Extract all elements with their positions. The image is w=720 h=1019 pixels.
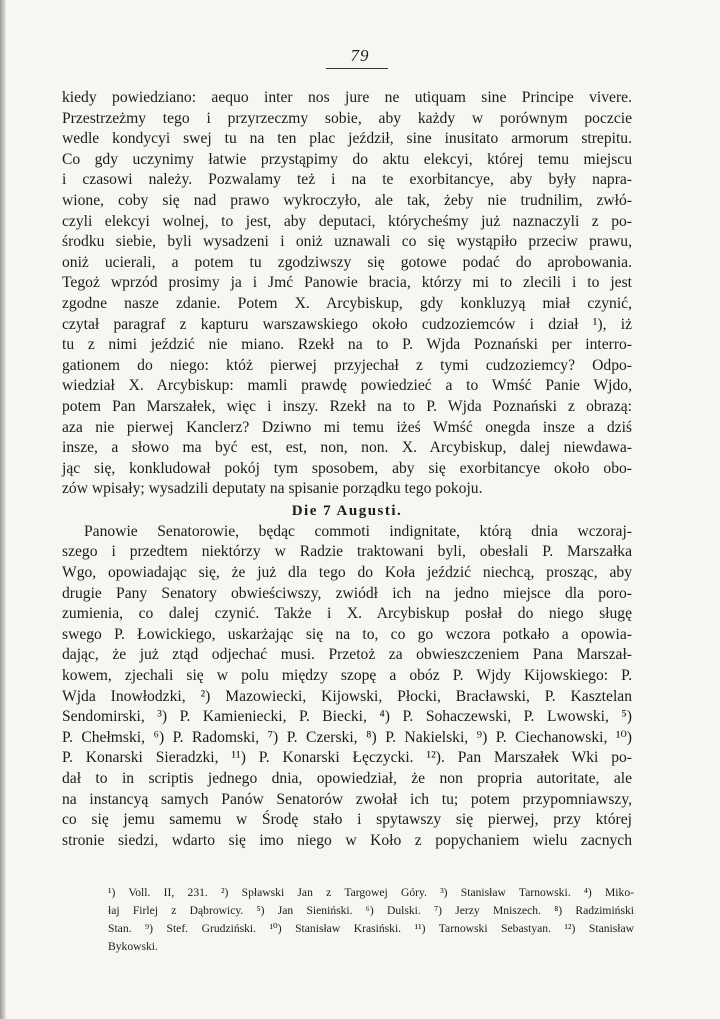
text-line: na instancyą samych Panów Senatorów zwołał ich tu; potem przypomniawszy, bbox=[62, 790, 632, 808]
text-line: szego i przedtem niektórzy w Radzie traktowani byli, obesłali P. Marszałka bbox=[62, 543, 632, 561]
text-line: kiedy powiedziano: aequo inter nos jure ne utiquam sine Principe vivere. bbox=[62, 89, 632, 106]
text-line: Wjda Inowłodzki, ²) Mazowiecki, Kijowski, Płocki, Bracławski, P. Kasztelan bbox=[62, 687, 632, 705]
text-line: tu z nimi jeździć nie miano. Rzekł na to P. Wjda Poznański per interro- bbox=[62, 336, 632, 354]
text-line: aza nie pierwej Kanclerz? Dziwno mi temu iżeś Wmść onegda insze a dziś bbox=[62, 418, 632, 436]
text-line: czytał paragraf z kapturu warszawskiego około cudzoziemców i dział ¹), iż bbox=[62, 315, 632, 333]
text-line: dał to in scriptis jednego dnia, opowiedział, że non propria autoritate, ale bbox=[62, 770, 632, 787]
text-line: potem Pan Marszałek, więc i inszy. Rzekł na to P. Wjda Poznański z obrazą: bbox=[62, 397, 632, 415]
footnote-line: Bykowski. bbox=[108, 940, 158, 953]
page-left-edge bbox=[0, 0, 6, 1019]
text-line: dając, że już ztąd odjechać musi. Przetoż za obwieszczeniem Pana Marszał- bbox=[62, 646, 632, 664]
text-line: drugie Pany Senatory obwieściwszy, zwiódł ich na jedno miejsce dla poro- bbox=[62, 584, 632, 602]
text-line: czyli elekcyi wolnej, to jest, aby deputaci, którycheśmy już naznaczyli z po- bbox=[62, 212, 632, 230]
footnotes bbox=[108, 884, 634, 956]
page-number-rule bbox=[326, 68, 388, 69]
text-line: co się jemu samemu w Środę stało i spytawszy się pierwej, przy której bbox=[62, 811, 632, 829]
text-line: środku siebie, byli wysadzeni i oniż uznawali co się wystąpiło przeciw prawu, bbox=[62, 233, 632, 251]
text-line: swego P. Łowickiego, uskarżając się na to, co go wczora potkało a opowia- bbox=[62, 625, 632, 643]
text-line: wedle kondycyi swej tu na ten plac jeździł, sine inusitato armorum strepitu. bbox=[62, 130, 632, 148]
footnote-line: Stan. ⁹) Stef. Grudziński. ¹⁰) Stanisław Krasiński. ¹¹) Tarnowski Sebastyan. ¹²) Stanisław bbox=[108, 922, 634, 935]
text-line: wiedział X. Arcybiskup: mamli prawdę powiedzieć a to Wmść Panie Wjdo, bbox=[62, 377, 632, 395]
text-line: Sendomirski, ³) P. Kamieniecki, P. Biecki, ⁴) P. Sohaczewski, P. Lwowski, ⁵) bbox=[62, 708, 632, 726]
text-line: P. Chełmski, ⁶) P. Radomski, ⁷) P. Czerski, ⁸) P. Nakielski, ⁹) P. Ciechanowski, ¹⁰) bbox=[62, 728, 632, 746]
paragraph-2 bbox=[62, 522, 632, 852]
text-line: zgodne nasze zdanie. Potem X. Arcybiskup, gdy konkluzyą miał czynić, bbox=[62, 294, 632, 312]
text-line: gationem do niego: któż pierwej przyjechał z tymi cudzoziemcy? Odpo- bbox=[62, 356, 632, 374]
section-heading: Die 7 Augusti. bbox=[291, 502, 403, 519]
text-line: Tegoż wprzód prosimy ja i Jmć Panowie bracia, którzy mi to zlecili i to jest bbox=[62, 274, 632, 292]
text-line: i czasowi należy. Pozwalamy też i na te exorbitancye, aby były napra- bbox=[62, 171, 632, 189]
text-line: insze, a słowo ma być est, est, non, non. X. Arcybiskup, dalej niewdawa- bbox=[62, 439, 632, 457]
text-line: kowem, zjechali się w polu między szopę a obóz P. Wjdy Kijowskiego: P. bbox=[62, 667, 632, 685]
text-line: Co gdy uczynimy łatwie przystąpimy do aktu elekcyi, której temu miejscu bbox=[62, 150, 632, 168]
text-line: wione, coby się nad prawo wykroczyło, ale tak, żeby nie trudnilim, zwłó- bbox=[62, 191, 632, 209]
footnote-line: łaj Firlej z Dąbrowicy. ⁵) Jan Sieniński. ⁶) Dulski. ⁷) Jerzy Mniszech. ⁸) Radzimiński bbox=[108, 904, 634, 917]
text-line: jąc się, konkludował pokój tym sposobem, aby się exorbitancye około obo- bbox=[62, 459, 632, 477]
paragraph-1 bbox=[62, 88, 632, 500]
text-line: oniż ucierali, a potem tu zgodziwszy się gotowe podać do aprobowania. bbox=[62, 253, 632, 271]
footnote-line: ¹) Voll. II, 231. ²) Spławski Jan z Targowej Góry. ³) Stanisław Tarnowski. ⁴) Miko- bbox=[108, 886, 634, 899]
text-line: Przestrzeżmy tego i przyrzeczmy sobie, aby każdy w porównym poczcie bbox=[62, 109, 632, 127]
text-line: zów wpisały; wysadzili deputaty na spisanie porządku tego pokoju. bbox=[62, 480, 483, 498]
main-text bbox=[62, 88, 632, 851]
text-line: zumienia, co dalej czynić. Także i X. Arcybiskup posłał do niego sługę bbox=[62, 605, 632, 623]
page-number: 79 bbox=[350, 46, 370, 65]
text-line: stronie siedzi, wdarto się imo niego w Koło z popychaniem wielu zacnych bbox=[62, 831, 632, 849]
text-line: Panowie Senatorowie, będąc commoti indignitate, którą dnia wczoraj- bbox=[84, 522, 632, 540]
text-line: P. Konarski Sieradzki, ¹¹) P. Konarski Łęczycki. ¹²). Pan Marszałek Wki po- bbox=[62, 749, 632, 767]
text-line: Wgo, opowiadając się, że już dla tego do Koła jeździć niechcą, prosząc, aby bbox=[62, 564, 632, 582]
